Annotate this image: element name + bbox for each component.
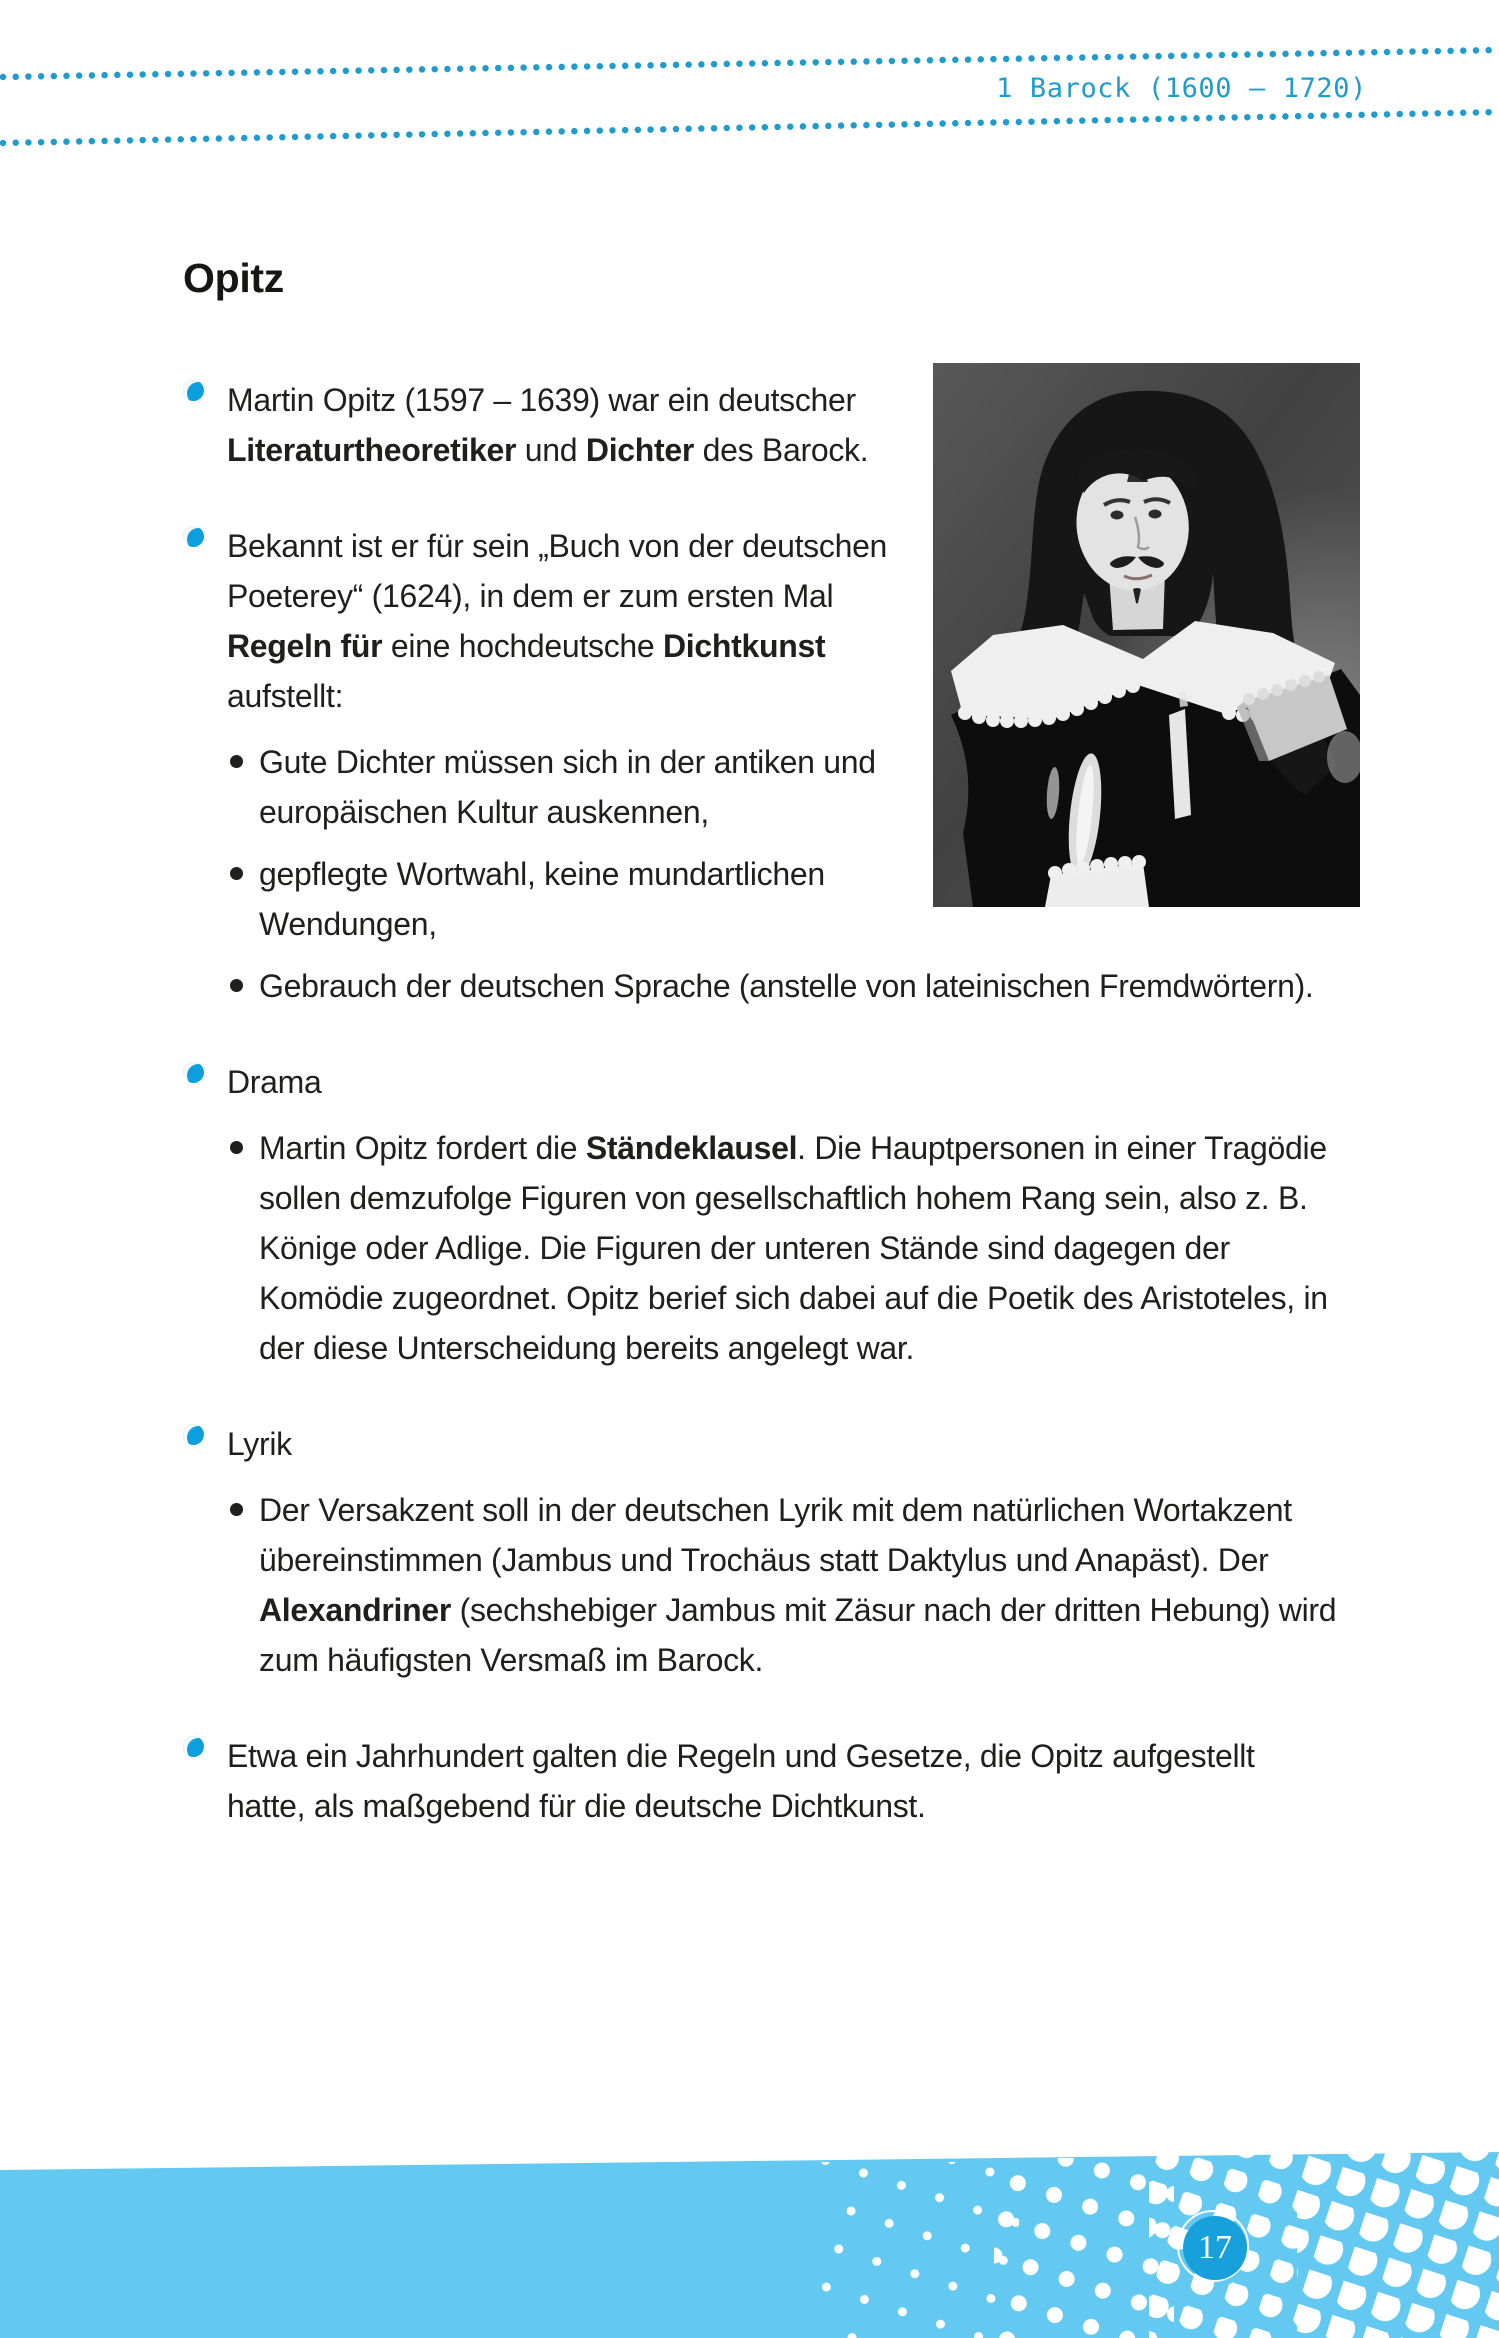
text-run: Gute Dichter müssen sich in der antiken und europäischen Kultur auskennen, (259, 744, 876, 830)
text-run: eine hochdeutsche (382, 628, 663, 664)
sub-bullet-dot-icon (230, 1503, 243, 1516)
sub-bullet-item (183, 1123, 1360, 1373)
chapter-header: 1 Barock (1600 – 1720) (996, 73, 1367, 104)
text-run: Lyrik (227, 1426, 292, 1462)
dotted-rule-bottom (3, 112, 1499, 143)
bullet-item (183, 1419, 1331, 1469)
text-run: (sechshebiger Jambus mit Zäsur nach der dritten Hebung) wird zum häufigsten Versmaß im Barock. (259, 1592, 1337, 1678)
bold-text-run: Dichter (585, 432, 695, 468)
bold-text-run: Literaturtheoretiker (227, 432, 517, 468)
sub-bullet-dot-icon (230, 755, 243, 768)
bullet-item (183, 1731, 1331, 1831)
item-text (259, 1123, 1360, 1373)
bullet-sphere-icon (183, 380, 204, 401)
item-text (259, 849, 1360, 949)
text-run: Der Versakzent soll in der deutschen Lyrik mit dem natürlichen Wortakzent übereinstimmen (Jambus und Trochäus statt Daktylus und Anapäst). Der (259, 1492, 1292, 1578)
item-text (227, 1419, 1331, 1469)
text-run: Gebrauch der deutschen Sprache (anstelle von lateinischen Fremdwörtern). (259, 968, 1314, 1004)
page-number-badge (1183, 2216, 1247, 2280)
sub-bullet-item (183, 961, 1360, 1011)
sub-bullet-item (183, 737, 1360, 837)
bullet-sphere-icon (183, 1062, 204, 1083)
bold-text-run: Dichtkunst (663, 628, 826, 664)
text-run: aufstellt: (227, 678, 344, 714)
text-run: . Die Hauptpersonen in einer Tragödie sollen demzufolge Figuren von gesellschaftlich hohem Rang sein, also z. B. Könige oder Adlige. Die Figuren der unteren Stände sind dagegen der Komödie zugeordnet. Opitz berief sich dabei auf die Poetik des Aristoteles, in der diese Unterscheidung bereits angelegt war. (259, 1130, 1328, 1366)
sub-bullet-dot-icon (230, 1141, 243, 1154)
page-title: Opitz (183, 255, 284, 301)
bullet-item (183, 375, 1331, 475)
bullet-item (183, 521, 1331, 721)
bullet-sphere-icon (183, 1424, 204, 1445)
text-run: Drama (227, 1064, 322, 1100)
bold-text-run: Regeln für (227, 628, 383, 664)
halftone-dots-decoration (819, 2148, 1499, 2338)
text-run: Martin Opitz (1597 – 1639) war ein deutscher (227, 382, 856, 418)
item-text (227, 521, 1331, 721)
item-text (259, 737, 1360, 837)
bullet-sphere-icon (183, 526, 204, 547)
content-list (183, 375, 1360, 1831)
sub-bullet-item (183, 849, 1360, 949)
item-text (227, 375, 1331, 475)
text-run: des Barock. (694, 432, 869, 468)
sub-bullet-dot-icon (230, 867, 243, 880)
item-text (259, 961, 1360, 1011)
page-number: 17 (1183, 2216, 1247, 2280)
bullet-item (183, 1057, 1331, 1107)
item-text (227, 1731, 1331, 1831)
item-text (227, 1057, 1331, 1107)
sub-bullet-item (183, 1485, 1360, 1685)
text-run: und (516, 432, 586, 468)
text-run: gepflegte Wortwahl, keine mundartlichen Wendungen, (259, 856, 825, 942)
item-text (259, 1485, 1360, 1685)
text-run: Martin Opitz fordert die (259, 1130, 586, 1166)
text-run: Etwa ein Jahrhundert galten die Regeln und Gesetze, die Opitz aufgestellt hatte, als maßgebend für die deutsche Dichtkunst. (227, 1738, 1255, 1824)
bullet-sphere-icon (183, 1736, 204, 1757)
text-run: Bekannt ist er für sein „Buch von der deutschen Poeterey“ (1624), in dem er zum ersten Mal (227, 528, 888, 614)
bold-text-run: Alexandriner (259, 1592, 452, 1628)
bold-text-run: Ständeklausel (585, 1130, 798, 1166)
sub-bullet-dot-icon (230, 979, 243, 992)
